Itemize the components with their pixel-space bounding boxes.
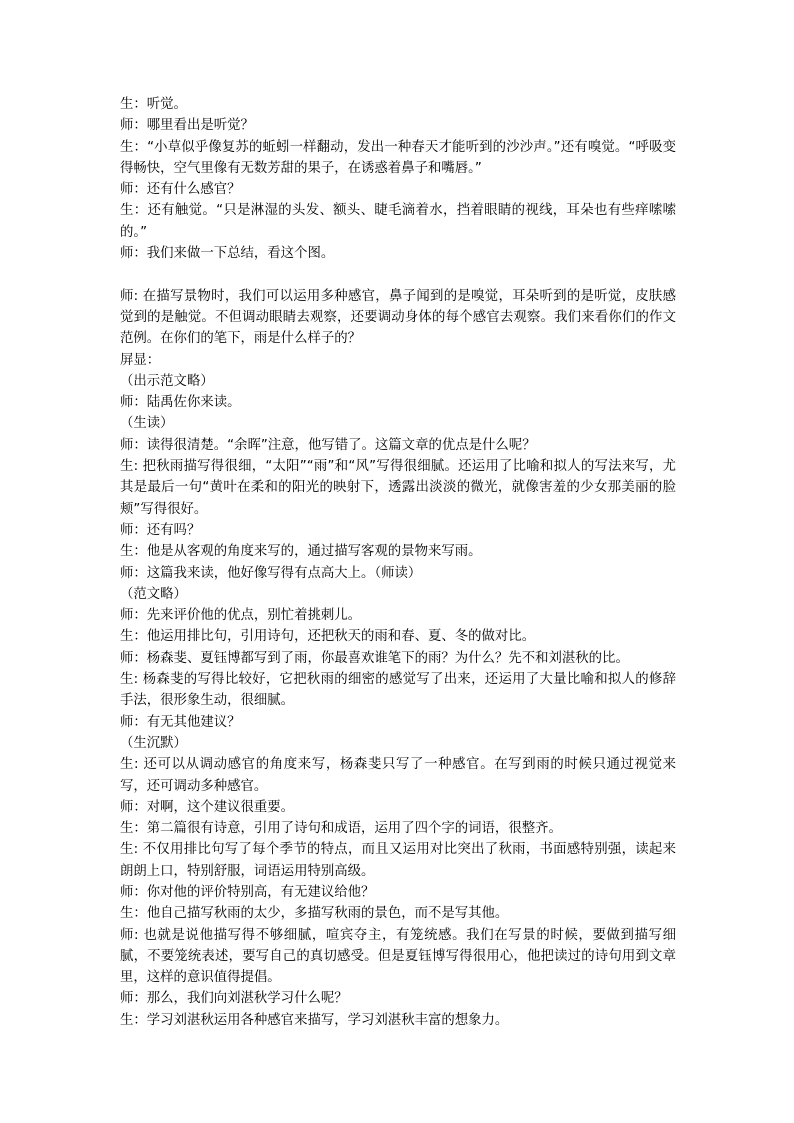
dialogue-line: 师：有无其他建议？: [120, 714, 241, 730]
dialogue-line: 生：还有触觉。“只是淋湿的头发、额头、睫毛滴着水，挡着眼睛的视线，耳朵也有些痒嗦嗦的。”: [120, 203, 676, 240]
dialogue-line: 师：哪里看出是听觉？: [120, 118, 254, 134]
dialogue-line: 师：那么，我们向刘湛秋学习什么呢？: [120, 991, 348, 1007]
dialogue-line: 生：他是从客观的角度来写的，通过描写客观的景物来写雨。: [120, 544, 482, 560]
dialogue-line: 师：读得很清楚。“余晖”注意，他写错了。这篇文章的优点是什么呢？: [120, 437, 536, 453]
dialogue-line: 师：你对他的评价特别高，有无建议给他？: [120, 884, 375, 900]
dialogue-line: 生: 不仅用排比句写了每个季节的特点，而且又运用对比突出了秋雨，书面感特别强，读起来朗朗上口，特别舒服，词语运用特别高级。: [120, 842, 676, 879]
dialogue-line: 生：学习刘湛秋运用各种感官来描写，学习刘湛秋丰富的想象力。: [120, 1012, 509, 1028]
dialogue-line: 生：他运用排比句，引用诗句，还把秋天的雨和春、夏、冬的做对比。: [120, 629, 536, 645]
dialogue-line: 师：对啊，这个建议很重要。: [120, 799, 295, 815]
dialogue-line: （生沉默）: [120, 735, 187, 751]
dialogue-line: 师：我们来做一下总结，看这个图。: [120, 246, 335, 262]
dialogue-line: 师: 在描写景物时，我们可以运用多种感官，鼻子闻到的是嗅觉，耳朵听到的是听觉，皮肤感觉到的是触觉。不但调动眼睛去观察，还要调动身体的每个感官去观察。我们来看你们的作文范例。在你们的笔下，雨是什么样子的？: [120, 288, 676, 347]
dialogue-line: 屏显：: [120, 352, 161, 368]
dialogue-line: 师：还有吗？: [120, 522, 201, 538]
dialogue-line: 生: 还可以从调动感官的角度来写，杨森斐只写了一种感官。在写到雨的时候只通过视觉来写，还可调动多种感官。: [120, 757, 676, 794]
dialogue-line: 生：第二篇很有诗意，引用了诗句和成语，运用了四个字的词语，很整齐。: [120, 821, 562, 837]
dialogue-line: 生: 杨森斐的写得比较好，它把秋雨的细密的感觉写了出来，还运用了大量比喻和拟人的修辞手法，很形象生动，很细腻。: [120, 672, 676, 709]
dialogue-line: （出示范文略）: [120, 373, 214, 389]
dialogue-line: 生：听觉。: [120, 97, 187, 112]
dialogue-line: 师：这篇我来读，他好像写得有点高大上。（师读）: [120, 565, 422, 581]
dialogue-line: 师：还有什么感官？: [120, 182, 241, 198]
dialogue-line: 师：先来评价他的优点，别忙着挑刺儿。: [120, 608, 362, 624]
dialogue-line: 生: 把秋雨描写得很细，“太阳”“雨”和“风”写得很细腻。还运用了比喻和拟人的写法来写，尤其是最后一句“黄叶在柔和的阳光的映射下，透露出淡淡的微光，就像害羞的少女那美丽的脸颊”写得很好。: [120, 459, 676, 517]
dialogue-line: 生：“小草似乎像复苏的蚯蚓一样翻动，发出一种春天才能听到的沙沙声。”还有嗅觉。“呼吸变得畅快，空气里像有无数芳甜的果子，在诱惑着鼻子和嘴唇。”: [120, 139, 676, 176]
document-page: [120, 94, 676, 1031]
blank-line: [120, 264, 676, 285]
dialogue-line: （范文略）: [120, 586, 187, 602]
dialogue-line: 师：陆禹佐你来读。: [120, 395, 241, 411]
dialogue-line: 师：杨森斐、夏钰博都写到了雨，你最喜欢谁笔下的雨？为什么？先不和刘湛秋的比。: [120, 650, 629, 666]
dialogue-line: 师: 也就是说他描写得不够细腻，喧宾夺主，有笼统感。我们在写景的时候，要做到描写细腻，不要笼统表述，要写自己的真切感受。但是夏钰博写得很用心，他把读过的诗句用到文章里，这样的意识值得提倡。: [120, 927, 676, 986]
dialogue-line: 生：他自己描写秋雨的太少，多描写秋雨的景色，而不是写其他。: [120, 906, 509, 922]
dialogue-line: （生读）: [120, 416, 174, 432]
